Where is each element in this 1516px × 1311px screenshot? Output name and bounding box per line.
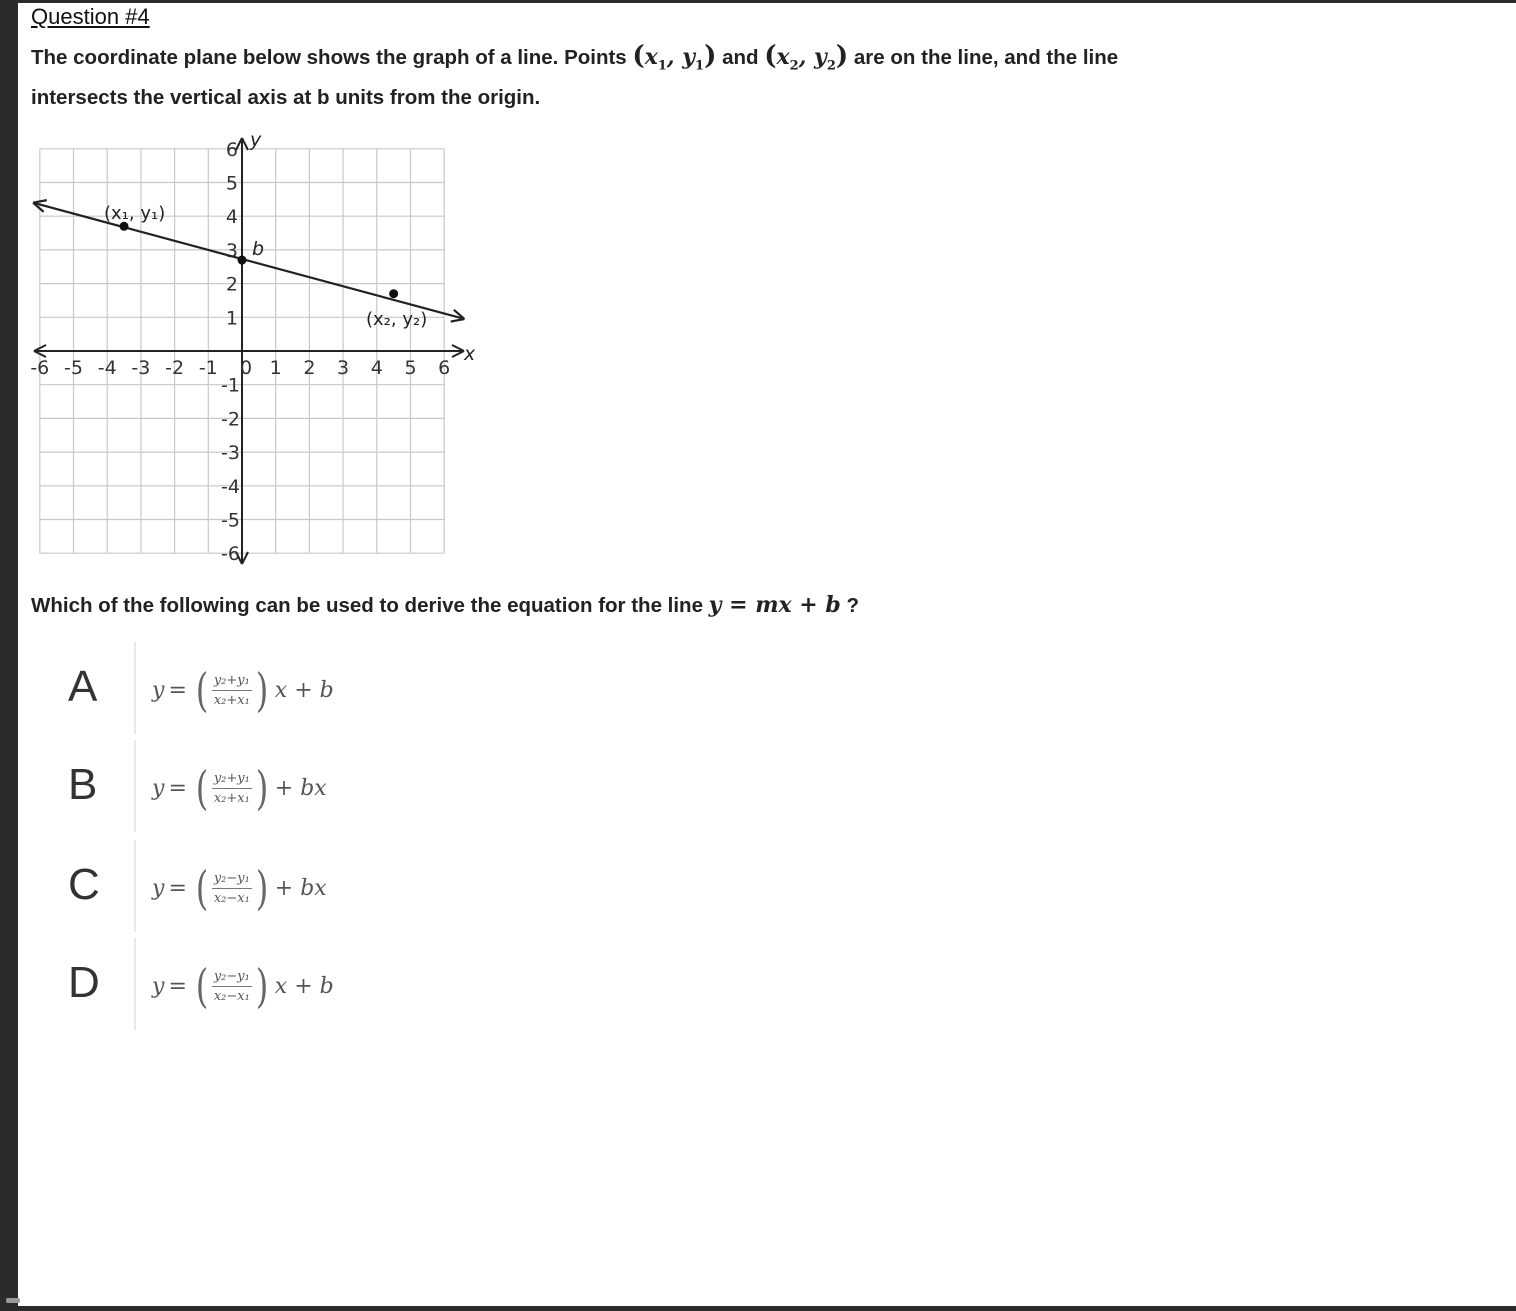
y-tick-label: -2 bbox=[221, 408, 240, 431]
choice-divider bbox=[134, 938, 136, 1030]
line-segment bbox=[33, 203, 464, 319]
axes bbox=[34, 138, 464, 564]
y-tick-label: -5 bbox=[221, 509, 240, 532]
question-text bbox=[31, 592, 859, 618]
y-tick-label: -4 bbox=[221, 475, 240, 498]
fraction-denominator: x₂+x₁ bbox=[213, 790, 250, 806]
formula-lhs: y bbox=[152, 677, 165, 703]
y-tick-label: 1 bbox=[225, 307, 238, 330]
formula-lhs: y bbox=[152, 875, 165, 901]
question-prompt bbox=[31, 40, 1141, 114]
choice-formula[interactable] bbox=[152, 664, 334, 716]
x-tick-label: 4 bbox=[370, 357, 383, 379]
formula-tail: + bx bbox=[274, 775, 327, 801]
y-tick-label: -3 bbox=[221, 442, 240, 465]
formula-equals: = bbox=[168, 875, 187, 901]
formula-equals: = bbox=[168, 973, 187, 999]
formula-tail: + bx bbox=[274, 875, 327, 901]
x-axis-label: x bbox=[464, 343, 476, 365]
left-paren: ( bbox=[195, 663, 209, 717]
fraction-numerator: y₂+y₁ bbox=[212, 771, 252, 789]
choice-divider bbox=[134, 642, 136, 734]
y-axis-label: y bbox=[250, 129, 262, 151]
window-top-border bbox=[0, 0, 1516, 3]
x-tick-label: -4 bbox=[97, 357, 117, 379]
formula-lhs: y bbox=[152, 973, 165, 999]
fraction-denominator: x₂−x₁ bbox=[213, 988, 250, 1004]
point-intercept bbox=[238, 256, 247, 265]
formula-tail: x + b bbox=[274, 973, 334, 999]
y-tick-label: 5 bbox=[225, 172, 238, 195]
left-paren: ( bbox=[195, 861, 209, 915]
coordinate-plane bbox=[24, 128, 494, 578]
graph-line bbox=[33, 200, 464, 321]
point-x2-y2 bbox=[389, 289, 398, 298]
y-tick-label: -6 bbox=[221, 543, 240, 566]
fraction-numerator: y₂+y₁ bbox=[212, 673, 252, 691]
right-paren: ) bbox=[255, 959, 269, 1013]
formula-fraction bbox=[212, 871, 252, 906]
right-paren: ) bbox=[255, 663, 269, 717]
formula-equals: = bbox=[168, 775, 187, 801]
x-tick-label: 2 bbox=[303, 357, 316, 379]
question-text-body: Which of the following can be used to derive the equation for the line bbox=[31, 594, 709, 617]
y-tick-label: 4 bbox=[225, 206, 238, 229]
prompt-text-1: The coordinate plane below shows the graph of a line. Points bbox=[31, 46, 633, 69]
x-tick-label: 3 bbox=[337, 357, 350, 379]
choice-letter[interactable]: D bbox=[68, 958, 100, 1007]
left-paren: ( bbox=[195, 959, 209, 1013]
right-paren: ) bbox=[255, 761, 269, 815]
choice-letter[interactable]: A bbox=[68, 662, 98, 711]
choice-divider bbox=[134, 740, 136, 832]
choice-formula[interactable] bbox=[152, 762, 327, 814]
point2-label: (x₂, y₂) bbox=[366, 309, 428, 330]
line-equation: y = mx + b bbox=[708, 592, 841, 618]
y-tick-label: 6 bbox=[225, 138, 238, 161]
formula-tail: x + b bbox=[274, 677, 334, 703]
choice-letter[interactable]: C bbox=[68, 860, 100, 909]
choice-formula[interactable] bbox=[152, 862, 327, 914]
choice-letter[interactable]: B bbox=[68, 760, 98, 809]
y-tick-label: 2 bbox=[225, 273, 238, 296]
fraction-denominator: x₂+x₁ bbox=[213, 692, 250, 708]
y-tick-label: -1 bbox=[221, 374, 240, 397]
formula-fraction bbox=[212, 969, 252, 1004]
point1-label: (x₁, y₁) bbox=[104, 203, 166, 224]
point1-math: ($x_1$, $y_1$) bbox=[632, 41, 717, 74]
choice-a[interactable] bbox=[0, 642, 800, 738]
x-tick-label: -5 bbox=[64, 357, 83, 379]
formula-lhs: y bbox=[152, 775, 165, 801]
formula-fraction bbox=[212, 673, 252, 708]
choice-b[interactable] bbox=[0, 740, 800, 836]
left-paren: ( bbox=[195, 761, 209, 815]
x-tick-label: -3 bbox=[131, 357, 151, 379]
x-tick-labels bbox=[30, 357, 450, 379]
point2-math: ($x_2$, $y_2$) bbox=[764, 41, 849, 74]
choice-c[interactable] bbox=[0, 840, 800, 936]
scrollbar-handle[interactable] bbox=[6, 1298, 20, 1303]
fraction-denominator: x₂−x₁ bbox=[213, 890, 250, 906]
y-tick-label: 3 bbox=[225, 239, 238, 262]
fraction-numerator: y₂−y₁ bbox=[212, 969, 252, 987]
x-tick-label: -1 bbox=[198, 357, 218, 379]
fraction-numerator: y₂−y₁ bbox=[212, 871, 252, 889]
question-mark: ? bbox=[840, 594, 859, 617]
x-tick-label: -6 bbox=[30, 357, 50, 379]
question-title: Question #4 bbox=[31, 4, 150, 29]
x-tick-label: 0 bbox=[239, 357, 253, 379]
choice-d[interactable] bbox=[0, 938, 800, 1034]
right-paren: ) bbox=[255, 861, 269, 915]
prompt-text-2: are on the line, and the line intersects the vertical axis at b units from the origin. bbox=[31, 46, 1119, 110]
x-tick-label: 1 bbox=[269, 357, 282, 379]
choice-formula[interactable] bbox=[152, 960, 334, 1012]
x-tick-label: -2 bbox=[165, 357, 185, 379]
x-tick-label: 5 bbox=[404, 357, 417, 379]
choice-divider bbox=[134, 840, 136, 932]
formula-fraction bbox=[212, 771, 252, 806]
formula-equals: = bbox=[168, 677, 187, 703]
prompt-and: and bbox=[716, 46, 765, 69]
window-bottom-border bbox=[0, 1306, 1516, 1311]
intercept-label: b bbox=[252, 238, 265, 260]
x-tick-label: 6 bbox=[438, 357, 451, 379]
